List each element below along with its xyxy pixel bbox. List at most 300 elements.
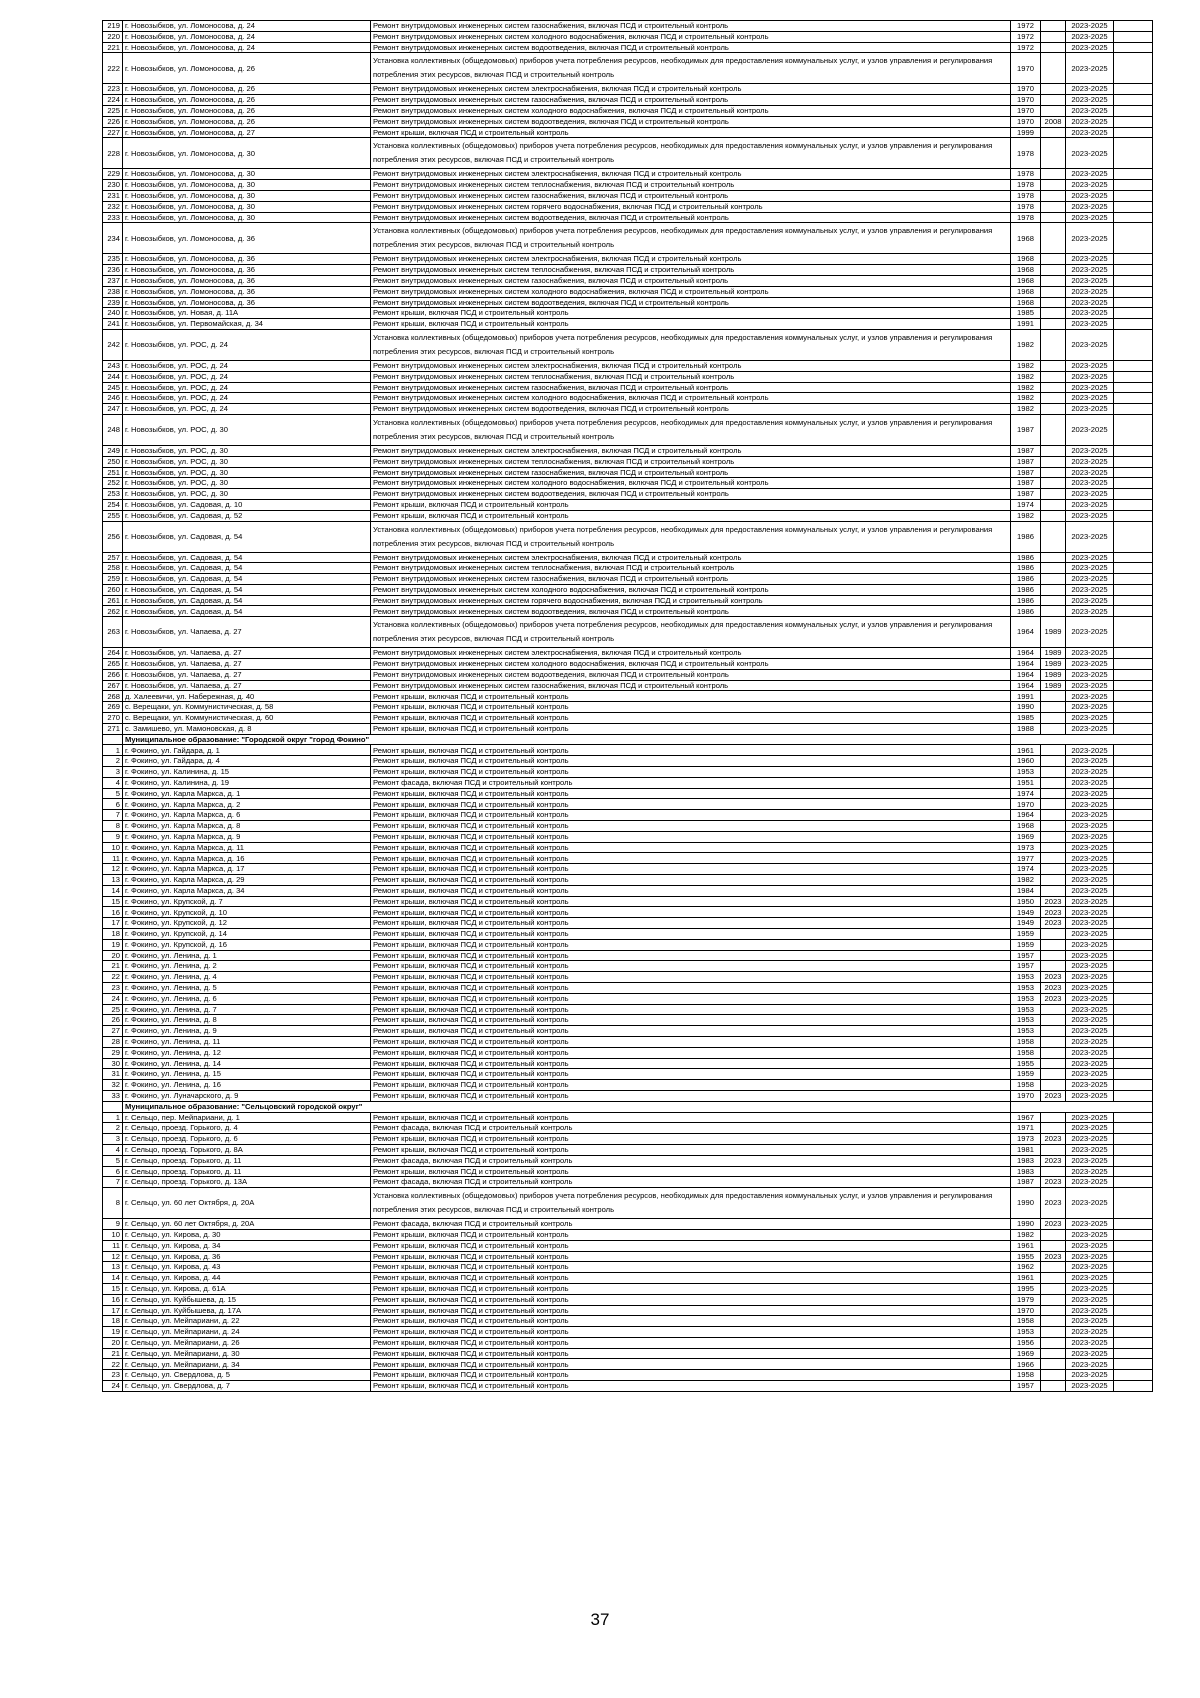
build-year-cell: 1957 [1011, 1381, 1041, 1392]
extra-cell [1114, 1316, 1153, 1327]
build-year-cell: 1987 [1011, 478, 1041, 489]
work-type-cell: Ремонт крыши, включая ПСД и строительный контроль [371, 1069, 1011, 1080]
build-year-cell: 1949 [1011, 907, 1041, 918]
extra-cell [1114, 574, 1153, 585]
extra-cell [1114, 799, 1153, 810]
build-year-cell: 1958 [1011, 1036, 1041, 1047]
overhaul-year-cell [1041, 1015, 1066, 1026]
period-cell: 2023-2025 [1066, 777, 1114, 788]
extra-cell [1114, 982, 1153, 993]
address-cell: г. Сельцо, ул. 60 лет Октября, д. 20А [123, 1188, 371, 1219]
table-row [103, 799, 1153, 810]
extra-cell [1114, 1327, 1153, 1338]
table-row [103, 713, 1153, 724]
extra-cell [1114, 918, 1153, 929]
build-year-cell: 1991 [1011, 319, 1041, 330]
table-body [103, 21, 1153, 1392]
build-year-cell: 1982 [1011, 1229, 1041, 1240]
address-cell: г. Новозыбков, ул. Ломоносова, д. 24 [123, 31, 371, 42]
address-cell: г. Новозыбков, ул. Садовая, д. 10 [123, 499, 371, 510]
address-cell: г. Новозыбков, ул. Чапаева, д. 27 [123, 648, 371, 659]
table-row [103, 467, 1153, 478]
extra-cell [1114, 1047, 1153, 1058]
table-row [103, 972, 1153, 983]
address-cell: г. Новозыбков, ул. Садовая, д. 54 [123, 521, 371, 552]
build-year-cell: 1982 [1011, 371, 1041, 382]
build-year-cell: 1973 [1011, 842, 1041, 853]
table-row [103, 1090, 1153, 1101]
address-cell: г. Новозыбков, ул. Садовая, д. 54 [123, 552, 371, 563]
period-cell: 2023-2025 [1066, 745, 1114, 756]
address-cell: г. Фокино, ул. Крупской, д. 14 [123, 929, 371, 940]
table-row [103, 329, 1153, 360]
row-number-cell: 264 [103, 648, 123, 659]
period-cell: 2023-2025 [1066, 138, 1114, 169]
address-cell: г. Фокино, ул. Гайдара, д. 1 [123, 745, 371, 756]
table-row [103, 595, 1153, 606]
row-number-cell: 12 [103, 1251, 123, 1262]
overhaul-year-cell [1041, 788, 1066, 799]
row-number-cell: 233 [103, 212, 123, 223]
period-cell: 2023-2025 [1066, 1144, 1114, 1155]
period-cell: 2023-2025 [1066, 404, 1114, 415]
build-year-cell: 1974 [1011, 788, 1041, 799]
row-number-cell: 21 [103, 961, 123, 972]
table-row [103, 648, 1153, 659]
period-cell: 2023-2025 [1066, 467, 1114, 478]
table-row [103, 42, 1153, 53]
overhaul-year-cell [1041, 864, 1066, 875]
extra-cell [1114, 169, 1153, 180]
table-row [103, 810, 1153, 821]
extra-cell [1114, 1026, 1153, 1037]
work-type-cell: Ремонт крыши, включая ПСД и строительный контроль [371, 896, 1011, 907]
row-number-cell: 231 [103, 190, 123, 201]
build-year-cell: 1986 [1011, 521, 1041, 552]
extra-cell [1114, 831, 1153, 842]
extra-cell [1114, 1294, 1153, 1305]
row-number-cell: 269 [103, 702, 123, 713]
build-year-cell: 1970 [1011, 1090, 1041, 1101]
address-cell: г. Новозыбков, ул. Чапаева, д. 27 [123, 680, 371, 691]
table-row [103, 1058, 1153, 1069]
address-cell: г. Новозыбков, ул. Ломоносова, д. 36 [123, 286, 371, 297]
period-cell: 2023-2025 [1066, 1134, 1114, 1145]
work-type-cell: Ремонт крыши, включая ПСД и строительный контроль [371, 1026, 1011, 1037]
extra-cell [1114, 1112, 1153, 1123]
address-cell: г. Новозыбков, ул. Садовая, д. 54 [123, 574, 371, 585]
document-page [102, 20, 1152, 1392]
row-number-cell: 28 [103, 1036, 123, 1047]
row-number-cell: 17 [103, 918, 123, 929]
address-cell: г. Новозыбков, ул. Чапаева, д. 27 [123, 617, 371, 648]
table-row [103, 1337, 1153, 1348]
overhaul-year-cell [1041, 31, 1066, 42]
row-number-cell: 222 [103, 53, 123, 84]
overhaul-year-cell: 2023 [1041, 907, 1066, 918]
work-type-cell: Ремонт фасада, включая ПСД и строительный контроль [371, 1177, 1011, 1188]
row-number-cell: 262 [103, 606, 123, 617]
row-number-cell: 22 [103, 1359, 123, 1370]
work-type-cell: Ремонт внутридомовых инженерных систем теплоснабжения, включая ПСД и строительный контроль [371, 371, 1011, 382]
work-type-cell: Ремонт крыши, включая ПСД и строительный контроль [371, 308, 1011, 319]
build-year-cell: 1999 [1011, 127, 1041, 138]
table-row [103, 53, 1153, 84]
work-type-cell: Ремонт крыши, включая ПСД и строительный контроль [371, 1327, 1011, 1338]
period-cell: 2023-2025 [1066, 223, 1114, 254]
overhaul-year-cell [1041, 308, 1066, 319]
period-cell: 2023-2025 [1066, 595, 1114, 606]
overhaul-year-cell [1041, 456, 1066, 467]
table-row [103, 1177, 1153, 1188]
period-cell: 2023-2025 [1066, 961, 1114, 972]
address-cell: г. Фокино, ул. Калинина, д. 15 [123, 767, 371, 778]
work-type-cell: Ремонт крыши, включая ПСД и строительный контроль [371, 1305, 1011, 1316]
extra-cell [1114, 1177, 1153, 1188]
table-row [103, 1026, 1153, 1037]
address-cell: г. Фокино, ул. Карла Маркса, д. 17 [123, 864, 371, 875]
extra-cell [1114, 1134, 1153, 1145]
table-row [103, 478, 1153, 489]
row-number-cell: 23 [103, 1370, 123, 1381]
period-cell: 2023-2025 [1066, 297, 1114, 308]
address-cell: г. Фокино, ул. Карла Маркса, д. 34 [123, 885, 371, 896]
address-cell: г. Новозыбков, ул. Ломоносова, д. 24 [123, 21, 371, 32]
address-cell: г. Сельцо, ул. Кирова, д. 30 [123, 1229, 371, 1240]
period-cell: 2023-2025 [1066, 1359, 1114, 1370]
row-number-cell: 235 [103, 254, 123, 265]
row-number-cell: 261 [103, 595, 123, 606]
extra-cell [1114, 810, 1153, 821]
overhaul-year-cell [1041, 1327, 1066, 1338]
build-year-cell: 1958 [1011, 1080, 1041, 1091]
period-cell: 2023-2025 [1066, 478, 1114, 489]
table-row [103, 404, 1153, 415]
extra-cell [1114, 1123, 1153, 1134]
table-row [103, 1123, 1153, 1134]
table-row [103, 212, 1153, 223]
table-row [103, 393, 1153, 404]
extra-cell [1114, 1155, 1153, 1166]
work-type-cell: Установка коллективных (общедомовых) приборов учета потребления ресурсов, необходимых для предоставления коммунальных услуг, и узлов управления и регулирования потребления этих ресурсов, включая ПСД и строительный контроль [371, 414, 1011, 445]
build-year-cell: 1978 [1011, 190, 1041, 201]
work-type-cell: Установка коллективных (общедомовых) приборов учета потребления ресурсов, необходимых для предоставления коммунальных услуг, и узлов управления и регулирования потребления этих ресурсов, включая ПСД и строительный контроль [371, 329, 1011, 360]
period-cell: 2023-2025 [1066, 606, 1114, 617]
period-cell: 2023-2025 [1066, 875, 1114, 886]
overhaul-year-cell [1041, 180, 1066, 191]
period-cell: 2023-2025 [1066, 982, 1114, 993]
extra-cell [1114, 1262, 1153, 1273]
build-year-cell: 1981 [1011, 1144, 1041, 1155]
extra-cell [1114, 31, 1153, 42]
work-type-cell: Ремонт крыши, включая ПСД и строительный контроль [371, 853, 1011, 864]
table-row [103, 1359, 1153, 1370]
build-year-cell: 1987 [1011, 489, 1041, 500]
build-year-cell: 1953 [1011, 1026, 1041, 1037]
overhaul-year-cell [1041, 1058, 1066, 1069]
extra-cell [1114, 669, 1153, 680]
build-year-cell: 1966 [1011, 1359, 1041, 1370]
address-cell: г. Новозыбков, ул. Садовая, д. 54 [123, 584, 371, 595]
table-row [103, 1155, 1153, 1166]
overhaul-year-cell [1041, 127, 1066, 138]
row-number-cell: 271 [103, 723, 123, 734]
work-type-cell: Установка коллективных (общедомовых) приборов учета потребления ресурсов, необходимых для предоставления коммунальных услуг, и узлов управления и регулирования потребления этих ресурсов, включая ПСД и строительный контроль [371, 521, 1011, 552]
extra-cell [1114, 552, 1153, 563]
extra-cell [1114, 1058, 1153, 1069]
row-number-cell: 239 [103, 297, 123, 308]
address-cell: г. Новозыбков, ул. Ломоносова, д. 36 [123, 297, 371, 308]
work-type-cell: Установка коллективных (общедомовых) приборов учета потребления ресурсов, необходимых для предоставления коммунальных услуг, и узлов управления и регулирования потребления этих ресурсов, включая ПСД и строительный контроль [371, 223, 1011, 254]
work-type-cell: Ремонт фасада, включая ПСД и строительный контроль [371, 1155, 1011, 1166]
build-year-cell: 1987 [1011, 445, 1041, 456]
build-year-cell: 1958 [1011, 1370, 1041, 1381]
address-cell: г. Фокино, ул. Гайдара, д. 4 [123, 756, 371, 767]
period-cell: 2023-2025 [1066, 1327, 1114, 1338]
build-year-cell: 1990 [1011, 702, 1041, 713]
address-cell: г. Новозыбков, ул. РОС, д. 30 [123, 445, 371, 456]
work-type-cell: Ремонт крыши, включая ПСД и строительный контроль [371, 875, 1011, 886]
period-cell: 2023-2025 [1066, 1273, 1114, 1284]
work-type-cell: Ремонт крыши, включая ПСД и строительный контроль [371, 1229, 1011, 1240]
row-number-cell: 4 [103, 1144, 123, 1155]
table-row [103, 993, 1153, 1004]
extra-cell [1114, 745, 1153, 756]
work-type-cell: Ремонт внутридомовых инженерных систем водоотведения, включая ПСД и строительный контроль [371, 606, 1011, 617]
address-cell: г. Сельцо, ул. Кирова, д. 34 [123, 1240, 371, 1251]
overhaul-year-cell [1041, 552, 1066, 563]
build-year-cell: 1982 [1011, 393, 1041, 404]
address-cell: г. Новозыбков, ул. Ломоносова, д. 26 [123, 84, 371, 95]
extra-cell [1114, 885, 1153, 896]
build-year-cell: 1970 [1011, 116, 1041, 127]
work-type-cell: Ремонт внутридомовых инженерных систем холодного водоснабжения, включая ПСД и строительный контроль [371, 584, 1011, 595]
row-number-cell: 240 [103, 308, 123, 319]
address-cell: г. Фокино, ул. Ленина, д. 9 [123, 1026, 371, 1037]
extra-cell [1114, 1337, 1153, 1348]
extra-cell [1114, 864, 1153, 875]
row-number-cell: 2 [103, 756, 123, 767]
overhaul-year-cell [1041, 1262, 1066, 1273]
table-row [103, 169, 1153, 180]
period-cell: 2023-2025 [1066, 521, 1114, 552]
period-cell: 2023-2025 [1066, 831, 1114, 842]
work-type-cell: Ремонт внутридомовых инженерных систем газоснабжения, включая ПСД и строительный контроль [371, 680, 1011, 691]
address-cell: г. Фокино, ул. Крупской, д. 12 [123, 918, 371, 929]
row-number-cell: 270 [103, 713, 123, 724]
address-cell: г. Фокино, ул. Луначарского, д. 9 [123, 1090, 371, 1101]
overhaul-year-cell [1041, 360, 1066, 371]
work-type-cell: Ремонт крыши, включая ПСД и строительный контроль [371, 1112, 1011, 1123]
table-row [103, 723, 1153, 734]
row-number-cell: 224 [103, 95, 123, 106]
overhaul-year-cell: 2023 [1041, 918, 1066, 929]
extra-cell [1114, 713, 1153, 724]
work-type-cell: Ремонт крыши, включая ПСД и строительный контроль [371, 788, 1011, 799]
address-cell: г. Фокино, ул. Ленина, д. 5 [123, 982, 371, 993]
overhaul-year-cell [1041, 1123, 1066, 1134]
extra-cell [1114, 275, 1153, 286]
row-number-cell: 33 [103, 1090, 123, 1101]
row-number-cell: 220 [103, 31, 123, 42]
table-row [103, 1229, 1153, 1240]
table-row [103, 499, 1153, 510]
address-cell: г. Сельцо, ул. Мейпариани, д. 22 [123, 1316, 371, 1327]
table-row [103, 929, 1153, 940]
period-cell: 2023-2025 [1066, 939, 1114, 950]
extra-cell [1114, 1090, 1153, 1101]
extra-cell [1114, 329, 1153, 360]
table-row [103, 1036, 1153, 1047]
period-cell: 2023-2025 [1066, 1058, 1114, 1069]
extra-cell [1114, 319, 1153, 330]
period-cell: 2023-2025 [1066, 617, 1114, 648]
overhaul-year-cell: 2023 [1041, 1177, 1066, 1188]
table-row [103, 691, 1153, 702]
work-type-cell: Ремонт крыши, включая ПСД и строительный контроль [371, 1348, 1011, 1359]
address-cell: г. Новозыбков, ул. Чапаева, д. 27 [123, 669, 371, 680]
build-year-cell: 1985 [1011, 308, 1041, 319]
extra-cell [1114, 972, 1153, 983]
build-year-cell: 1972 [1011, 31, 1041, 42]
work-type-cell: Ремонт внутридомовых инженерных систем электроснабжения, включая ПСД и строительный контроль [371, 169, 1011, 180]
overhaul-year-cell [1041, 478, 1066, 489]
period-cell: 2023-2025 [1066, 1240, 1114, 1251]
period-cell: 2023-2025 [1066, 950, 1114, 961]
extra-cell [1114, 1348, 1153, 1359]
address-cell: г. Новозыбков, ул. Ломоносова, д. 26 [123, 105, 371, 116]
extra-cell [1114, 127, 1153, 138]
address-cell: г. Новозыбков, ул. РОС, д. 24 [123, 329, 371, 360]
overhaul-year-cell [1041, 371, 1066, 382]
period-cell: 2023-2025 [1066, 1166, 1114, 1177]
build-year-cell: 1995 [1011, 1283, 1041, 1294]
overhaul-year-cell [1041, 723, 1066, 734]
overhaul-year-cell [1041, 574, 1066, 585]
period-cell: 2023-2025 [1066, 308, 1114, 319]
period-cell: 2023-2025 [1066, 319, 1114, 330]
table-row [103, 918, 1153, 929]
build-year-cell: 1974 [1011, 499, 1041, 510]
extra-cell [1114, 777, 1153, 788]
extra-cell [1114, 993, 1153, 1004]
build-year-cell: 1986 [1011, 595, 1041, 606]
address-cell: г. Фокино, ул. Калинина, д. 19 [123, 777, 371, 788]
overhaul-year-cell: 2023 [1041, 1251, 1066, 1262]
build-year-cell: 1978 [1011, 180, 1041, 191]
build-year-cell: 1982 [1011, 875, 1041, 886]
work-type-cell: Ремонт внутридомовых инженерных систем холодного водоснабжения, включая ПСД и строительный контроль [371, 393, 1011, 404]
extra-cell [1114, 84, 1153, 95]
address-cell: г. Сельцо, ул. Мейпариани, д. 26 [123, 1337, 371, 1348]
row-number-cell: 227 [103, 127, 123, 138]
table-row [103, 254, 1153, 265]
address-cell: г. Фокино, ул. Карла Маркса, д. 16 [123, 853, 371, 864]
work-type-cell: Ремонт внутридомовых инженерных систем горячего водоснабжения, включая ПСД и строительный контроль [371, 201, 1011, 212]
section-spacer [103, 1101, 123, 1112]
row-number-cell: 232 [103, 201, 123, 212]
overhaul-year-cell [1041, 286, 1066, 297]
row-number-cell: 15 [103, 896, 123, 907]
work-type-cell: Ремонт внутридомовых инженерных систем электроснабжения, включая ПСД и строительный контроль [371, 84, 1011, 95]
row-number-cell: 2 [103, 1123, 123, 1134]
row-number-cell: 9 [103, 831, 123, 842]
address-cell: г. Новозыбков, ул. Чапаева, д. 27 [123, 659, 371, 670]
overhaul-year-cell [1041, 297, 1066, 308]
row-number-cell: 268 [103, 691, 123, 702]
table-row [103, 308, 1153, 319]
build-year-cell: 1957 [1011, 950, 1041, 961]
build-year-cell: 1987 [1011, 467, 1041, 478]
extra-cell [1114, 393, 1153, 404]
work-type-cell: Ремонт внутридомовых инженерных систем электроснабжения, включая ПСД и строительный контроль [371, 254, 1011, 265]
table-row [103, 864, 1153, 875]
row-number-cell: 242 [103, 329, 123, 360]
period-cell: 2023-2025 [1066, 1348, 1114, 1359]
row-number-cell: 237 [103, 275, 123, 286]
table-row [103, 1348, 1153, 1359]
extra-cell [1114, 223, 1153, 254]
extra-cell [1114, 1188, 1153, 1219]
work-type-cell: Ремонт крыши, включая ПСД и строительный контроль [371, 961, 1011, 972]
table-row [103, 788, 1153, 799]
overhaul-year-cell [1041, 713, 1066, 724]
overhaul-year-cell [1041, 84, 1066, 95]
overhaul-year-cell [1041, 584, 1066, 595]
overhaul-year-cell [1041, 105, 1066, 116]
address-cell: с. Верещаки, ул. Коммунистическая, д. 60 [123, 713, 371, 724]
work-type-cell: Ремонт внутридомовых инженерных систем теплоснабжения, включая ПСД и строительный контроль [371, 563, 1011, 574]
work-type-cell: Ремонт внутридомовых инженерных систем водоотведения, включая ПСД и строительный контроль [371, 404, 1011, 415]
table-row [103, 853, 1153, 864]
extra-cell [1114, 896, 1153, 907]
work-type-cell: Ремонт крыши, включая ПСД и строительный контроль [371, 821, 1011, 832]
table-row [103, 885, 1153, 896]
address-cell: г. Новозыбков, ул. РОС, д. 30 [123, 467, 371, 478]
address-cell: г. Новозыбков, ул. Ломоносова, д. 26 [123, 53, 371, 84]
period-cell: 2023-2025 [1066, 489, 1114, 500]
overhaul-year-cell: 2023 [1041, 896, 1066, 907]
extra-cell [1114, 21, 1153, 32]
table-row [103, 1305, 1153, 1316]
row-number-cell: 256 [103, 521, 123, 552]
row-number-cell: 247 [103, 404, 123, 415]
overhaul-year-cell [1041, 212, 1066, 223]
overhaul-year-cell [1041, 1112, 1066, 1123]
overhaul-year-cell [1041, 1036, 1066, 1047]
work-type-cell: Ремонт крыши, включая ПСД и строительный контроль [371, 691, 1011, 702]
table-row [103, 521, 1153, 552]
row-number-cell: 18 [103, 929, 123, 940]
overhaul-year-cell [1041, 95, 1066, 106]
overhaul-year-cell [1041, 821, 1066, 832]
address-cell: г. Фокино, ул. Ленина, д. 6 [123, 993, 371, 1004]
table-row [103, 669, 1153, 680]
row-number-cell: 8 [103, 821, 123, 832]
work-type-cell: Ремонт крыши, включая ПСД и строительный контроль [371, 713, 1011, 724]
work-type-cell: Ремонт крыши, включая ПСД и строительный контроль [371, 1166, 1011, 1177]
table-row [103, 1004, 1153, 1015]
period-cell: 2023-2025 [1066, 84, 1114, 95]
overhaul-year-cell: 2023 [1041, 1090, 1066, 1101]
work-type-cell: Ремонт крыши, включая ПСД и строительный контроль [371, 1047, 1011, 1058]
overhaul-year-cell: 1989 [1041, 680, 1066, 691]
table-row [103, 1283, 1153, 1294]
build-year-cell: 1964 [1011, 669, 1041, 680]
build-year-cell: 1957 [1011, 961, 1041, 972]
repair-program-table [102, 20, 1153, 1392]
work-type-cell: Ремонт крыши, включая ПСД и строительный контроль [371, 1359, 1011, 1370]
